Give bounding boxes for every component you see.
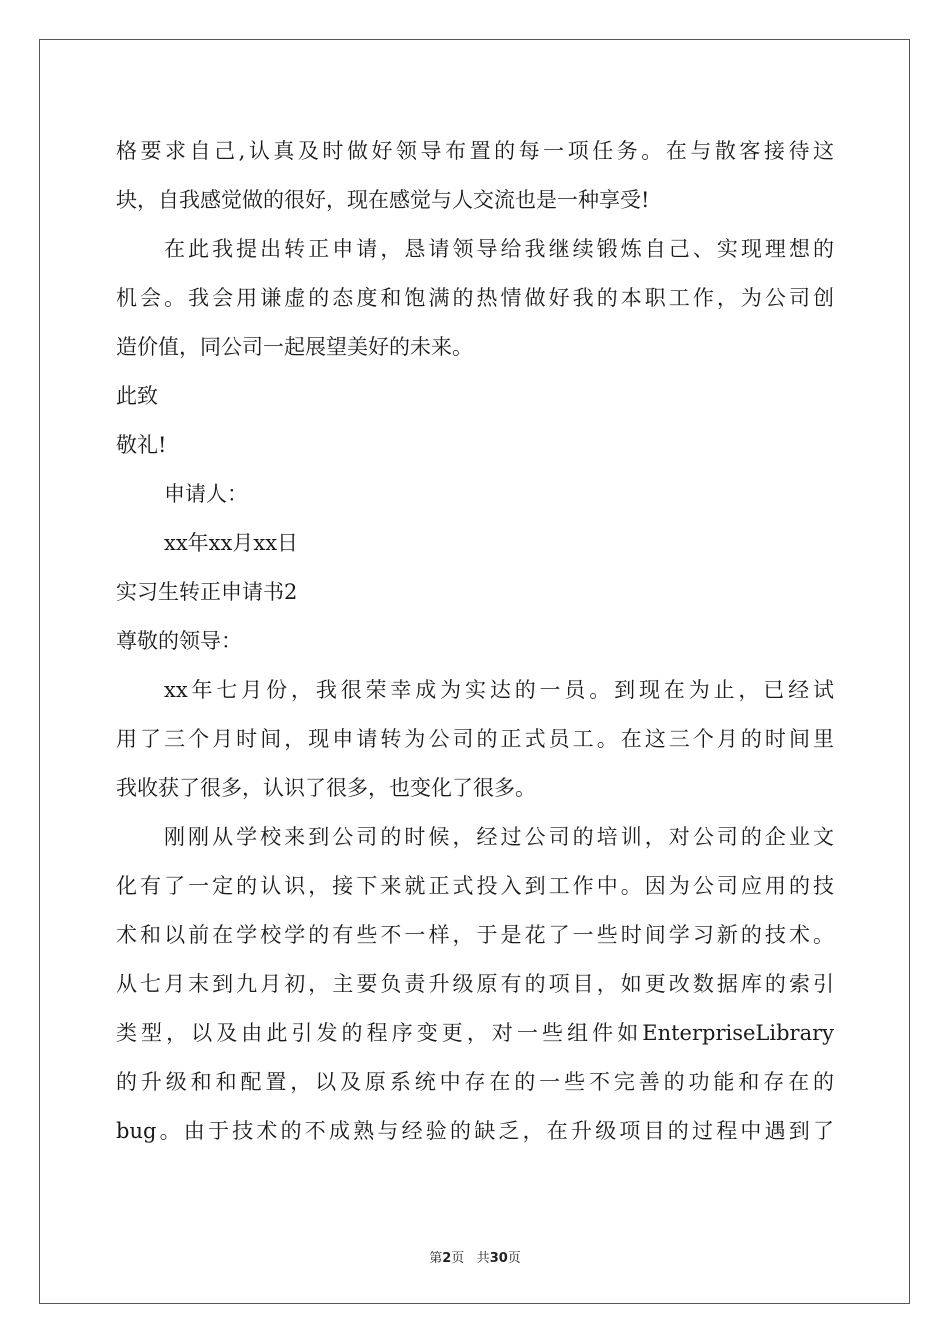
- total-prefix: 共: [476, 1251, 490, 1266]
- text-line: 格要求自己,认真及时做好领导布置的每一项任务。在与散客接待这: [116, 139, 834, 163]
- section-title: 实习生转正申请书2: [116, 580, 298, 604]
- text-line: 在此我提出转正申请，恳请领导给我继续锻炼自己、实现理想的: [164, 237, 834, 261]
- applicant-label: 申请人：: [164, 482, 248, 506]
- page-suffix: 页: [451, 1251, 465, 1266]
- page-number: 2: [442, 1251, 452, 1266]
- salutation-line: 敬礼!: [116, 433, 167, 457]
- text-line: 化有了一定的认识，接下来就正式投入到工作中。因为公司应用的技: [116, 874, 834, 898]
- text-line: bug。由于技术的不成熟与经验的缺乏，在升级项目的过程中遇到了: [116, 1119, 834, 1143]
- text-line: 机会。我会用谦虚的态度和饱满的热情做好我的本职工作，为公司创: [116, 286, 834, 310]
- total-pages: 30: [489, 1251, 508, 1266]
- text-line: 我收获了很多，认识了很多，也变化了很多。: [116, 776, 536, 800]
- closing-line: 此致: [116, 384, 158, 408]
- text-line: 造价值，同公司一起展望美好的未来。: [116, 335, 473, 359]
- text-line: xx年七月份，我很荣幸成为实达的一员。到现在为止，已经试: [164, 678, 834, 702]
- page-footer: [0, 1247, 950, 1266]
- text-line: 术和以前在学校学的有些不一样，于是花了一些时间学习新的技术。: [116, 923, 834, 947]
- text-line: 从七月末到九月初，主要负责升级原有的项目，如更改数据库的索引: [116, 972, 834, 996]
- document-body: [116, 127, 834, 1156]
- text-line: 的升级和和配置，以及原系统中存在的一些不完善的功能和存在的: [116, 1070, 834, 1094]
- text-line: 类型，以及由此引发的程序变更，对一些组件如EnterpriseLibrary: [116, 1021, 834, 1045]
- date-line: xx年xx月xx日: [164, 531, 299, 555]
- total-suffix: 页: [507, 1251, 521, 1266]
- text-line: 刚刚从学校来到公司的时候，经过公司的培训，对公司的企业文: [164, 825, 834, 849]
- greeting-line: 尊敬的领导：: [116, 629, 242, 653]
- text-line: 块，自我感觉做的很好，现在感觉与人交流也是一种享受!: [116, 188, 650, 212]
- page-prefix: 第: [429, 1251, 443, 1266]
- text-line: 用了三个月时间，现申请转为公司的正式员工。在这三个月的时间里: [116, 727, 834, 751]
